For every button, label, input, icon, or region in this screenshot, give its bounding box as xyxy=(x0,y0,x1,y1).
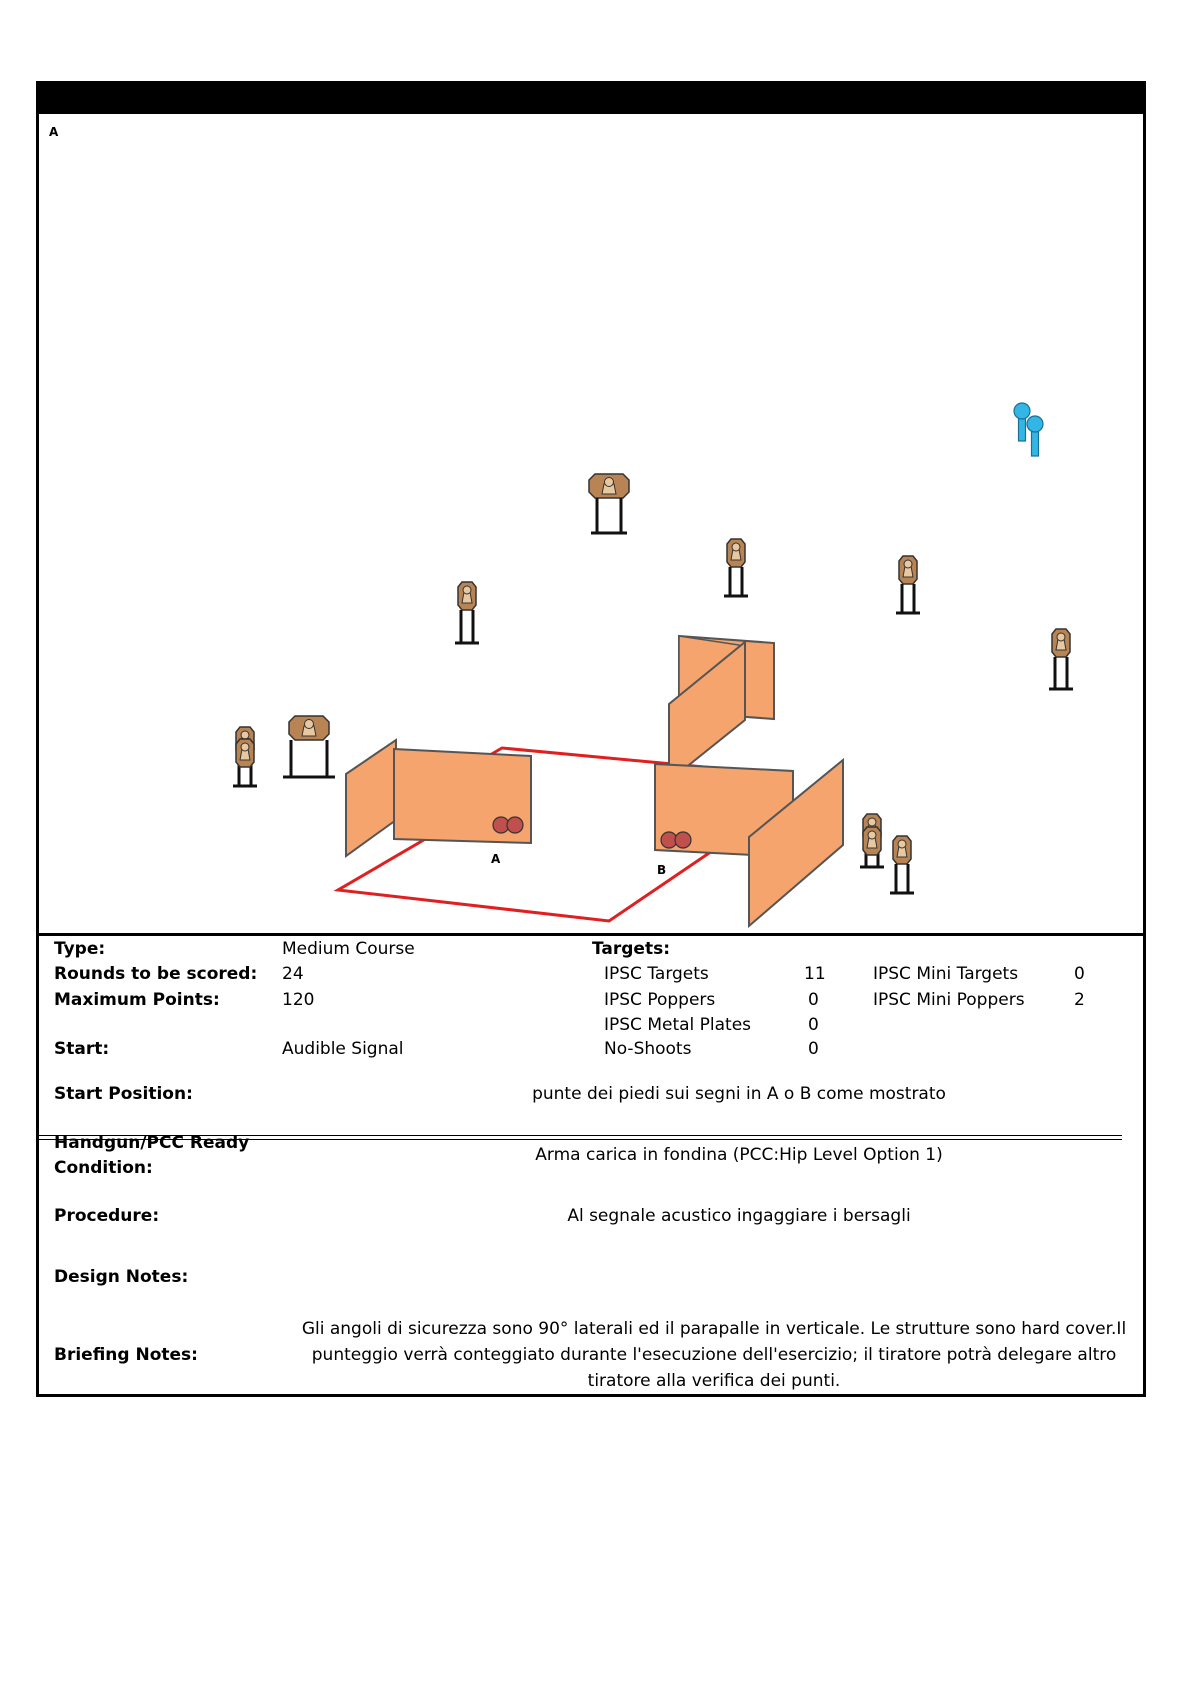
ready-condition-label-line-1: Handgun/PCC Ready xyxy=(54,1133,250,1153)
mini-target-label: IPSC Mini Poppers xyxy=(873,990,1025,1010)
ipsc-target xyxy=(863,827,881,855)
ipsc-target xyxy=(1049,629,1073,689)
wall-center-structure xyxy=(669,636,774,781)
points-value: 120 xyxy=(282,990,315,1010)
start-position-label: Start Position: xyxy=(54,1084,193,1104)
ipsc-target xyxy=(896,556,920,613)
start-marker-b-label: B xyxy=(657,863,667,877)
ready-condition-value: Arma carica in fondina (PCC:Hip Level Option 1) xyxy=(535,1145,943,1165)
ipsc-target xyxy=(455,582,479,643)
target-type-count: 0 xyxy=(808,1015,819,1035)
procedure-value: Al segnale acustico ingaggiare i bersagli xyxy=(567,1206,911,1226)
design-notes-label: Design Notes: xyxy=(54,1267,189,1287)
rounds-label: Rounds to be scored: xyxy=(54,964,258,984)
start-value: Audible Signal xyxy=(282,1039,404,1059)
mini-target-count: 2 xyxy=(1074,990,1085,1010)
mini-target-label: IPSC Mini Targets xyxy=(873,964,1019,984)
target-type-count: 0 xyxy=(808,1039,819,1059)
wall-left-structure xyxy=(346,740,531,856)
start-marker-a-label: A xyxy=(491,852,501,866)
rounds-value: 24 xyxy=(282,964,304,984)
target-type-label: No-Shoots xyxy=(604,1039,692,1059)
stage-diagram xyxy=(39,114,1143,934)
target-type-label: IPSC Targets xyxy=(604,964,709,984)
type-value: Medium Course xyxy=(282,939,415,959)
ipsc-target xyxy=(236,739,254,767)
target-type-label: IPSC Metal Plates xyxy=(604,1015,752,1035)
type-label: Type: xyxy=(54,939,106,959)
targets-heading: Targets: xyxy=(592,939,671,959)
mini-target-count: 0 xyxy=(1074,964,1085,984)
mini-popper xyxy=(1027,416,1043,456)
stage-sheet xyxy=(36,81,1146,1397)
start-position-value: punte dei piedi sui segni in A o B come mostrato xyxy=(532,1084,946,1104)
points-label: Maximum Points: xyxy=(54,990,220,1010)
ipsc-target xyxy=(724,539,748,596)
briefing-notes-line-3: tiratore alla verifica dei punti. xyxy=(587,1371,841,1391)
target-type-label: IPSC Poppers xyxy=(604,990,716,1010)
ipsc-target xyxy=(283,716,335,777)
procedure-label: Procedure: xyxy=(54,1206,160,1226)
diagram-corner-label: A xyxy=(49,125,59,139)
briefing-notes-line-1: Gli angoli di sicurezza sono 90° laterali ed il parapalle in verticale. Le strutture sono hard cover.Il xyxy=(301,1319,1127,1339)
briefing-notes-label: Briefing Notes: xyxy=(54,1345,198,1365)
ready-condition-label-line-2: Condition: xyxy=(54,1158,153,1178)
title-bar xyxy=(39,84,1143,114)
ipsc-target xyxy=(589,474,629,533)
briefing-notes-line-2: punteggio verrà conteggiato durante l'esecuzione dell'esercizio; il tiratore potrà delegare altro xyxy=(311,1345,1117,1365)
target-type-count: 0 xyxy=(808,990,819,1010)
ipsc-target xyxy=(890,836,914,893)
start-label: Start: xyxy=(54,1039,110,1059)
stage-info-section xyxy=(39,933,1143,936)
target-type-count: 11 xyxy=(804,964,826,984)
